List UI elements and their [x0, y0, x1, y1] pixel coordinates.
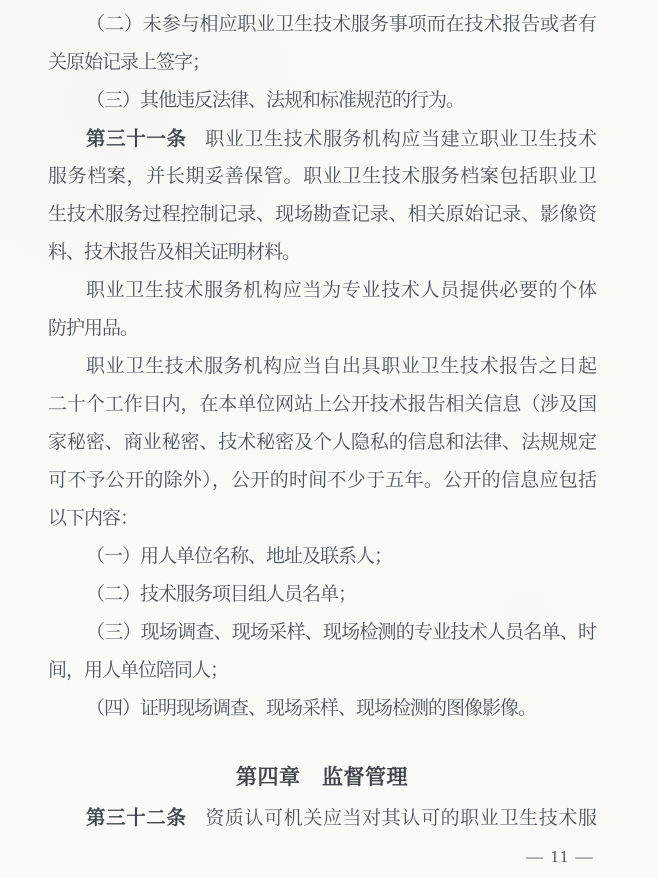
page-number: — 11 —: [526, 847, 594, 866]
text-line: （二）未参与相应职业卫生技术服务事项而在技术报告或者有: [86, 14, 596, 35]
text-line: 间，用人单位陪同人；: [48, 660, 229, 681]
text-line: 料、技术报告及相关证明材料。: [48, 242, 301, 263]
text-line: [48, 120, 596, 158]
text-line: 二十个工作日内，在本单位网站上公开技术报告相关信息（涉及国: [48, 394, 596, 415]
text-line: 可不予公开的除外），公开的时间不少于五年。公开的信息应包括: [48, 470, 596, 491]
text-line: [48, 799, 596, 837]
text-line: （一）用人单位名称、地址及联系人；: [86, 546, 393, 567]
text-line: （二）技术服务项目组人员名单；: [86, 584, 357, 605]
text-line: 以下内容：: [48, 508, 139, 529]
text-line: 生技术服务过程控制记录、现场勘查记录、相关原始记录、影像资: [48, 204, 596, 225]
text-line: 职业卫生技术服务机构应当自出具职业卫生技术报告之日起: [86, 356, 596, 377]
line-text: 资质认可机关应当对其认可的职业卫生技术服: [203, 808, 596, 829]
text-line: （三）其他违反法律、法规和标准规范的行为。: [86, 90, 465, 111]
line-text: 职业卫生技术服务机构应当建立职业卫生技术: [203, 129, 596, 150]
chapter-heading: 第四章 监督管理: [236, 766, 408, 789]
article-number: 第三十一条: [86, 128, 187, 150]
text-line: 职业卫生技术服务机构应当为专业技术人员提供必要的个体: [86, 280, 596, 301]
article-number: 第三十二条: [86, 807, 187, 829]
text-line: 家秘密、商业秘密、技术秘密及个人隐私的信息和法律、法规规定: [48, 432, 596, 453]
document-body: [48, 6, 596, 728]
text-line: 防护用品。: [48, 318, 139, 339]
text-line: 关原始记录上签字；: [48, 52, 211, 73]
text-line: （三）现场调查、现场采样、现场检测的专业技术人员名单、时: [86, 622, 596, 643]
document-body-after-chapter: [48, 799, 596, 837]
text-line: 服务档案，并长期妥善保管。职业卫生技术服务档案包括职业卫: [48, 166, 596, 187]
text-line: （四）证明现场调查、现场采样、现场检测的图像影像。: [86, 698, 537, 719]
